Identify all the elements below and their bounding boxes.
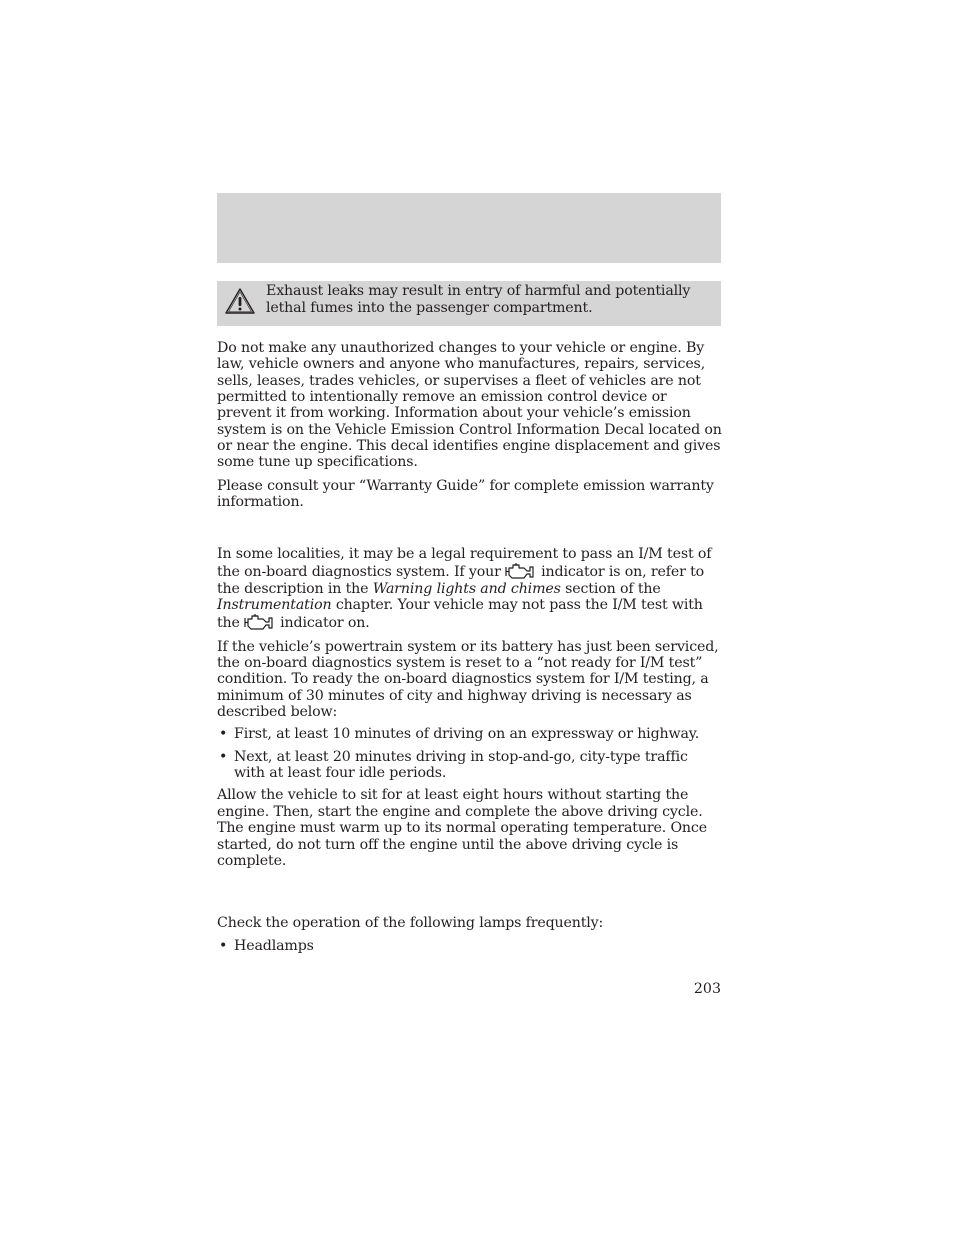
emissions-section [217,340,723,510]
bullet-dot: • [219,726,228,743]
check-engine-icon [505,562,535,578]
emissions-paragraph-2: Please consult your “Warranty Guide” for complete emission warranty information. [217,477,714,511]
lamps-intro: Check the operation of the following lamps frequently: [217,915,604,931]
bullet-dot: • [219,748,228,765]
bullet-dot: • [219,938,228,955]
im-test-paragraph-3: Allow the vehicle to sit for at least eight hours without starting the engine. Then, start the engine and complete the above driving cycle. The engine must warm up to its normal operating temperature. Once started, do not turn off the engine until the above driving cycle is complete. [217,787,707,869]
list-item: • Next, at least 20 minutes driving in stop-and-go, city-type traffic with at least four idle periods. [219,748,688,782]
warning-line-2: lethal fumes into the passenger compartment. [266,300,593,316]
im-test-paragraph-2: If the vehicle’s powertrain system or its battery has just been serviced, the on-board diagnostics system is reset to a “not ready for I/M test” condition. To ready the on-board diagnostics system for I/M testing, a minimum of 30 minutes of city and highway driving is necessary as described below: [217,638,719,721]
warning-text [266,283,716,317]
list-item: • First, at least 10 minutes of driving on an expressway or highway. [219,726,700,743]
lamps-section [217,915,723,955]
check-engine-icon [244,613,274,629]
im-test-paragraph-1: In some localities, it may be a legal requirement to pass an I/M test of the on-board diagnostics system. If your indicator is on, refer to the description in the Warning lights and chimes section of the Instrumentation chapter. Your vehicle may not pass the I/M test with the indicator on. [217,546,712,632]
warning-box [217,281,721,326]
page-number: 203 [693,981,721,997]
section-header-band [217,193,721,263]
warning-triangle-icon [224,287,256,315]
emissions-paragraph-1: Do not make any unauthorized changes to your vehicle or engine. By law, vehicle owners and anyone who manufactures, repairs, services, sells, leases, trades vehicles, or supervises a fleet of vehicles are not permitted to intentionally remove an emission control device or prevent it from working. Information about your vehicle’s emission system is on the Vehicle Emission Control Information Decal located on or near the engine. This decal identifies engine displacement and gives some tune up specifications. [217,340,722,471]
im-test-section [217,546,723,869]
warning-line-1: Exhaust leaks may result in entry of harmful and potentially [266,283,691,299]
list-item: • Headlamps [219,938,314,955]
